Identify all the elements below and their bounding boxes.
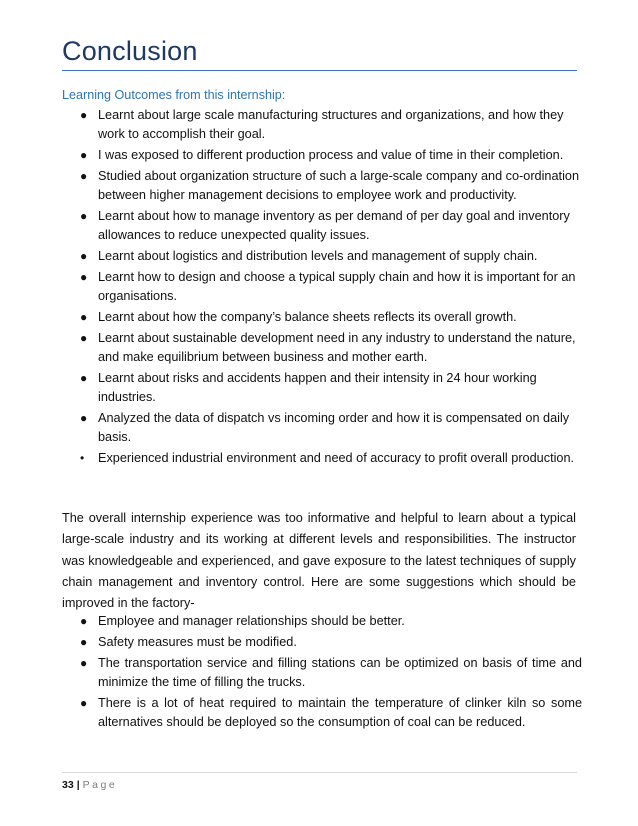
footer-divider (62, 772, 577, 773)
list-item (62, 167, 582, 205)
list-item (62, 106, 582, 144)
list-item-text: There is a lot of heat required to maintain the temperature of clinker kiln so some alternatives should be deployed so the consumption of coal can be reduced. (98, 696, 582, 729)
list-item-text: Analyzed the data of dispatch vs incoming order and how it is compensated on daily basis. (98, 411, 570, 444)
page-footer (62, 778, 117, 792)
list-item-text: The transportation service and filling stations can be optimized on basis of time and minimize the time of filling the trucks. (98, 656, 582, 689)
list-item (62, 268, 582, 306)
summary-paragraph: The overall internship experience was too informative and helpful to learn about a typical large-scale industry and its working at different levels and responsibilities. The instructor was knowledgeable and experienced, and gave exposure to the latest techniques of supply chain management and inventory control. Here are some suggestions which should be improved in the factory- (62, 511, 576, 611)
list-item-text: Learnt about large scale manufacturing structures and organizations, and how they work to accomplish their goal. (98, 108, 564, 141)
list-item (62, 633, 582, 652)
suggestions-list (62, 612, 582, 734)
bullet-icon: ● (80, 696, 88, 710)
bullet-icon: ● (80, 270, 88, 284)
list-item-text: Learnt about risks and accidents happen and their intensity in 24 hour working industries. (98, 371, 537, 404)
bullet-icon: ● (80, 209, 88, 223)
page-number: 33 (62, 779, 74, 791)
bullet-icon: ● (80, 310, 88, 324)
bullet-icon: ● (80, 656, 88, 670)
list-item (62, 329, 582, 367)
footer-separator: | (76, 779, 80, 791)
list-item (62, 694, 582, 732)
list-item (62, 612, 582, 631)
bullet-icon: ● (80, 635, 88, 649)
list-item-text: Safety measures must be modified. (98, 635, 297, 649)
bullet-icon: ● (80, 148, 88, 162)
bullet-icon: ● (80, 249, 88, 263)
list-item (62, 247, 582, 266)
list-item (62, 308, 582, 327)
list-item-text: I was exposed to different production process and value of time in their completion. (98, 148, 564, 162)
list-item (62, 654, 582, 692)
list-item-text: Learnt about sustainable development need in any industry to understand the nature, and make equilibrium between business and mother earth. (98, 331, 576, 364)
list-item (62, 409, 582, 447)
page-title: Conclusion (62, 36, 198, 66)
list-item-text: Learnt about logistics and distribution levels and management of supply chain. (98, 249, 538, 263)
list-item (62, 146, 582, 165)
list-item-text: Studied about organization structure of such a large-scale company and co-ordination between higher management decisions to employee work and productivity. (98, 169, 580, 202)
bullet-icon: • (80, 451, 85, 465)
bullet-icon: ● (80, 331, 88, 345)
list-item (62, 449, 582, 468)
list-item (62, 207, 582, 245)
bullet-icon: ● (80, 169, 88, 183)
list-item-text: Learnt how to design and choose a typical supply chain and how it is important for an organisations. (98, 270, 576, 303)
bullet-icon: ● (80, 108, 88, 122)
list-item-text: Employee and manager relationships should be better. (98, 614, 405, 628)
bullet-icon: ● (80, 614, 88, 628)
learning-outcomes-list (62, 106, 582, 470)
bullet-icon: ● (80, 411, 88, 425)
list-item-text: Learnt about how to manage inventory as per demand of per day goal and inventory allowances to reduce unexpected quality issues. (98, 209, 570, 242)
list-item (62, 369, 582, 407)
list-item-text: Learnt about how the company’s balance sheets reflects its overall growth. (98, 310, 517, 324)
learning-outcomes-heading: Learning Outcomes from this internship: (62, 88, 286, 102)
title-divider (62, 70, 577, 71)
list-item-text: Experienced industrial environment and need of accuracy to profit overall production. (98, 451, 575, 465)
page-label: Page (82, 779, 118, 791)
bullet-icon: ● (80, 371, 88, 385)
